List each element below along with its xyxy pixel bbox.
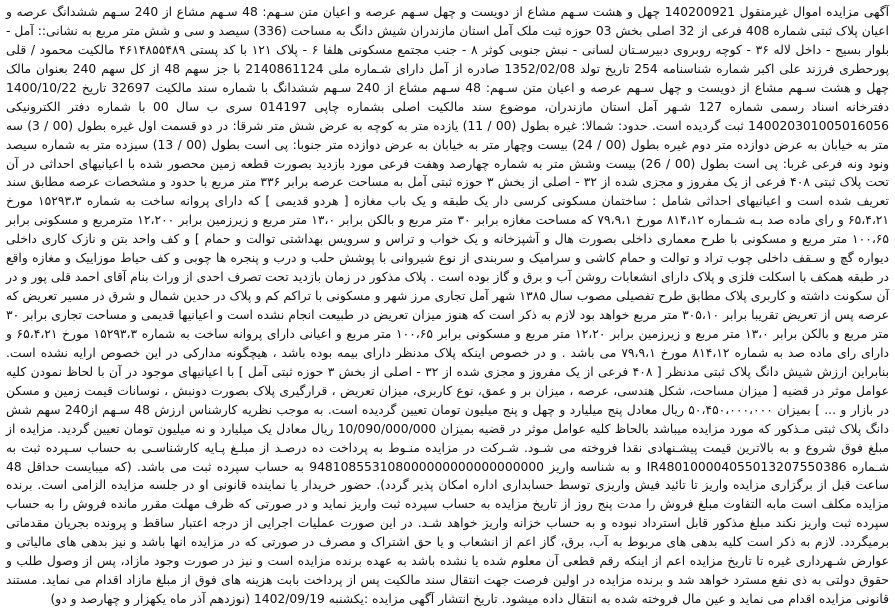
auction-notice-text: آگهی مزایده اموال غیرمنقول 140200921 چهل و هشت سـهم مشاع از دویست و چهل سـهم عرصه و اعیان متن سـهم: 48 سـهم مشاع از 240 سـهم ششدانگ عرصه و اعیان پلاک ثبتی شماره 408 فرعی از 32 اصلی بخش 03 حوزه ثبت ملک آمل استان مازندران شیش دانگ به مساحت (336) سیصد و سی و شش متر مربع به نشانی:: آمل - بلوار بسیج - داخل لاله ۳۶ - کوچه روبروی دبیرسـتان لسانی - نبش جنوبی کوثر ۸ - جنب مجتمع مسکونی هلفا ۶ - پلاک ۱۲۱ با کد پستی ۴۶۱۴۸۵۵۴۸۹ مالکیت محمود / قلی پورحطری فرزند علی اکبر شماره شناسنامه 254 تاریخ تولد 1352/02/08 صادره از آمل دارای شـماره ملی 2140861124 با جز سهم 48 از کل سهم 240 بعنوان مالک چهل و هشت سـهم مشاع از دویست و چهل سـهم عرصه و اعیان متن سـهم: 48 سـهم مشاع از 240 سـهم ششدانگ با شماره سند مالکیت 32697 تاریخ 1400/10/22 دفترخانه اسناد رسمی شماره 127 شـهر آمل استان مازندران، موضوع سند مالکیت اصلی بشماره چاپی 014197 سری ب سال 00 با شماره دفتر الکترونیکی 140020301005016056 ثبت گردیده است. حدود: شمالا: غیره بطول (00 / 11) یازده متر به کوچه به عرض شش متر شرقا: در دو قسمت اول غیره بطول (00 / 3) سه متر به خیابان به عرض دوازده متر دوم غیره بطول (00 / 24) بیست وچهار متر به خیابان به عرض دوازده متر جنوبا: پی است بطول (00 / 13) سیزده متر به شماره سیصد ونود ونه فرعی غربا: پی است بطول (00 / 26) بیست وشش متر به شماره چهارصد وهفت فرعی مورد بازدید بصورت قطعه زمین محصور شده با اعیانیهای احداثی در آن تحت پلاک ثبتی ۴۰۸ فرعی از یک مفروز و مجزی شده از ۳۲ - اصلی از بخش ۳ حوزه ثبتی آمل به مساحت عرصه برابر ۳۳۶ متر مربع با حدود و مشخصات عرصه مطابق سند تعریف شده است و اعیانیهای احداثی شامل : ساختمان مسکونی کرسی دار یک طبقه و یک باب مغازه [ هردو قدیمی ] که دارای پروانه ساخت به شماره ۱۵۲۹۳،۳ مورخ ۶۵،۴،۲۱ و رای ماده صد بـه شـماره ۸۱۴،۱۲ مورخ ۷۹،۹،۱ که مساحت مغازه برابر ۳۰ متر مربع و بالکن برابر ۱۳،۰ متر مربع و زیرزمین برابر ۱۲،۲۰۰ مترمربع و مسکونی برابر ۱۰۰،۶۵ متر مربع و مسکونی با طرح معماری داخلی بصورت هال و آشپزخانه و یک خواب و تراس و سرویس بهداشتی توالت و حمام ] و کف واحد بتن و نازک کاری داخلی دیواره گچ و سـقف داخلی چوب تراد و توالت و حمام کاشی و سرامیک و سربندی از نوع شیروانی با پوشش حلب و درب و پنجره ها چوبی و کف حیاط موزاییک و مغازه واقع در طبقه همکف با اسکلت فلزی و پلاک دارای انشعابات روشن آب و برق و گاز بوده است . پلاک مذکور در زمان بازدید تحت تصرف احدی از وراث بنام آقای احمد قلی پور و در آن سکونت داشته و کاربری پلاک مطابق طرح تفصیلی مصوب سال ۱۳۸۵ شهر آمل تجاری مرز شهر و مسکونی با تراکم کم و پلاک در حدین شمال و شرق در مسیر تعریض که عرصه پس از تعریض تقریبا برابر ۳۰۵،۱۰ متر مربع خواهد بود لازم به ذکر است که هنوز میزان تعریض در طبیعت انجام نشده است و اعیانیها قدیمی و مساحت تجاری برابر ۳۰ متر مربع و بالکن برابر ۱۳،۰ متر مربع و زیرزمین برابر ۱۲،۲۰ متر مربع و مسکونی برابر ۱۰۰،۶۵ متر مربع و اعیانی دارای پروانه ساخت به شماره ۱۵۲۹۳،۳ مورخ ۶۵،۴،۲۱ و دارای رای ماده صد به شماره ۸۱۴،۱۲ مورخ ۷۹،۹،۱ می باشد . و در خصوص اینکه پلاک مدنظر دارای بیمه بوده باشد ، هیچگونه مدارکی در این خصوص ارایه نشده است. بنابراین ارزش شیش دانگ پلاک ثبتی مدنظر [ ۴۰۸ فرعی از یک مفروز و مجزی شده از ۳۲ - اصلی از بخش ۳ حوزه ثبتی آمل ] با اعیانیهای موجود در آن با لحاظ نمودن کلیه عوامل موثر در قضیه [ میزان مساحت، شکل هندسی، عرصه ، میزان بر و عمق، نوع کاربری، میزان تعریض ، قرارگیری پلاک بصورت دونبش ، نوسانات قیمت زمین و مسکن در بازار و ... ] بمیزان ۵۰،۴۵۰،۰۰۰،۰۰۰ ریال معادل پنج میلیارد و چهل و پنج میلیون تومان تعیین گردیده است. به موجب نظریه کارشناس ارزش 48 سـهم از240 سهم شش دانگ پلاک ثبتی مـذکور که مورد مزایده میباشد بالحاظ کلیه عوامل موثر در قضیه بمیزان 10/090/000/000 ریال معادل یک میلیارد و نه میلیون تومان تعیین گردید. مزایده از مبلغ فوق شروع و به بالاترین قیمت پیشـنهادی نقدا فروخته می شـود. شـرکت در مزایده منـوط به پرداخت ده درصـد از مبلـغ پـایه کارشناسـی به حساب سـپرده ثبت به شـماره IR480100004055013207550386 و به شناسه واریز 948108553108000000000000000000 به حساب سپرده ثبت می باشد. (که میبایست حداقل 48 ساعت قبل از برگزاری مزایده واریز تا تائید فیش واریزی توسط حسابداری اداره امکان پذیر گردد). حضور خریدار یا نماینده قانونی او در جلسه مزایده الزامی است. برنده مزایده مکلف است مابه التفاوت مبلغ فروش را مدت پنج روز از تاریخ مزایده به حساب سپرده ثبت واریز نماید و در صورتی که ظرف مهلت مقرر مانده فروش را به حساب سپرده ثبت واریز نکند مبلغ مذکور قابل استرداد نبوده و به حساب خزانه واریز خواهد شـد. در این صورت عملیات اجرایی از درجه اعتبار ساقط و پرونده بجریان مقدماتی برمیگردد. لازم به ذکر است کلیه بدهی های مربوط به آب، برق، گاز اعم از انشعاب و یا حق اشتراک و مصرف در صورتی که در مزایده انها باشد و نیز بدهی های مالیاتی و عوارض شـهرداری غیره تا تاریخ مزایده اعم از اینکه رقم قطعی آن معلوم شده یا نشده باشد به عهده برنده مزایده است و نیز در صورت وجود مازاد، پس از وصول طلب و حقوق دولتی به ذی نفع مسترد خواهد شد و برنده مزایده در اولین فرصت جهت انتقال سند مالکیت پس از پرداخت بابت هزینه های فوق از مبلغ مازاد اقدام می نماید. مستند قانونی مزایده اقدام می نماید و عین مال فروخته شده به انتقال داده میشود. تاریخ انتشار آگهی مزایده :یکشنبه 1402/09/19 (نوزدهم آذر ماه یکهزار و چهارصد و دو) [6, 5, 890, 607]
